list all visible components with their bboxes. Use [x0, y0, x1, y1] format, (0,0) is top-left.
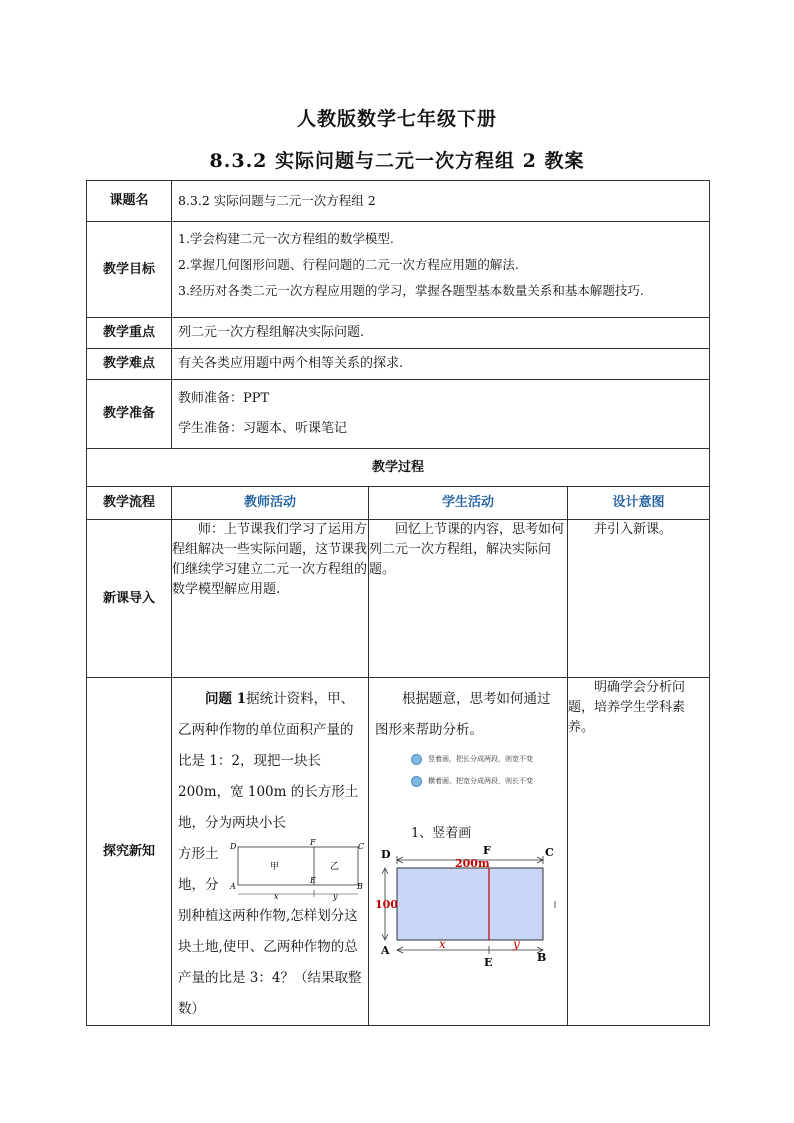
- row-topic: [87, 181, 710, 222]
- large-fig-x: x: [439, 937, 446, 951]
- explore-teacher: [172, 678, 369, 1026]
- bullet-icon: [411, 776, 422, 787]
- problem-side-text: 方形土: [178, 846, 219, 862]
- small-fig-label-e: E: [310, 876, 316, 885]
- row-key-point: [87, 318, 710, 349]
- key-label: 教学重点: [87, 318, 172, 349]
- problem-side-text: 地，分: [178, 877, 219, 893]
- goal-item: 1.学会构建二元一次方程组的数学模型.: [178, 231, 394, 246]
- small-fig-label-x: x: [274, 892, 279, 901]
- teacher-prep: 教师准备：PPT: [178, 391, 270, 406]
- problem-text-2: 别种植这两种作物,怎样划分这块土地,使甲、乙两种作物的总产量的比是 3：4？（结果取整数）: [178, 908, 362, 1017]
- small-fig-label-yi: 乙: [330, 862, 340, 872]
- problem-number: 问题 1: [205, 691, 247, 707]
- vertical-caption: 1、竖着画: [411, 826, 472, 841]
- lesson-plan-table: [86, 180, 710, 1026]
- small-fig-label-y: y: [333, 892, 338, 901]
- row-process-title: [87, 449, 710, 487]
- col-header-teacher: 教师活动: [172, 487, 369, 520]
- small-field-diagram: [230, 838, 365, 901]
- intro-label: 新课导入: [87, 520, 172, 678]
- col-header-intent: 设计意图: [568, 487, 710, 520]
- key-value: 列二元一次方程组解决实际问题.: [172, 318, 710, 349]
- large-fig-label-e: E: [484, 956, 493, 969]
- goal-item: 3.经历对各类二元一次方程应用题的学习，掌握各题型基本数量关系和基本解题技巧.: [178, 283, 644, 298]
- goal-item: 2.掌握几何图形问题、行程问题的二元一次方程应用题的解法.: [178, 257, 519, 272]
- problem-text-1: 据统计资料，甲、乙两种作物的单位面积产量的比是 1：2，现把一块长 200m，宽 100m 的长方形土地，分为两块小长: [178, 691, 359, 831]
- row-goals: [87, 222, 710, 318]
- topic-label: 课题名: [87, 181, 172, 222]
- explore-label: 探究新知: [87, 678, 172, 1026]
- process-title: 教学过程: [87, 449, 710, 487]
- prep-label: 教学准备: [87, 380, 172, 449]
- row-column-headers: [87, 487, 710, 520]
- intro-student: 回忆上节课的内容，思考如何列二元一次方程组，解决实际问题。: [369, 520, 568, 678]
- student-prep: 学生准备：习题本、听课笔记: [178, 421, 348, 436]
- large-fig-width: 100: [375, 898, 398, 911]
- small-fig-label-b: B: [357, 882, 363, 891]
- bullet-icon: [411, 754, 422, 765]
- large-fig-y: y: [513, 937, 520, 951]
- small-fig-label-f: F: [310, 838, 316, 847]
- row-explore: [87, 678, 710, 1026]
- option-horizontal: 横着画，把宽分成两段，则长不变: [411, 774, 561, 788]
- large-fig-label-d: D: [381, 848, 391, 861]
- small-fig-label-d: D: [230, 842, 237, 851]
- large-field-diagram: [375, 846, 560, 986]
- small-fig-label-a: A: [230, 882, 236, 891]
- large-fig-length: 200m: [455, 857, 490, 870]
- intro-intent: 并引入新课。: [568, 520, 710, 678]
- difficulty-value: 有关各类应用题中两个相等关系的探求.: [172, 349, 710, 380]
- small-fig-label-jia: 甲: [270, 862, 280, 872]
- row-difficulty: [87, 349, 710, 380]
- option-vertical: 竖着画，把长分成两段，则宽不变: [411, 752, 561, 766]
- large-fig-label-f: F: [483, 844, 491, 857]
- prep-value: [172, 380, 710, 449]
- row-intro: [87, 520, 710, 678]
- row-preparation: [87, 380, 710, 449]
- lesson-title: 8.3.2 实际问题与二元一次方程组 2 教案: [209, 150, 585, 172]
- document-title: 人教版数学七年级下册: [296, 108, 497, 130]
- large-fig-label-c: C: [545, 846, 554, 859]
- col-header-flow: 教学流程: [87, 487, 172, 520]
- col-header-student: 学生活动: [369, 487, 568, 520]
- difficulty-label: 教学难点: [87, 349, 172, 380]
- small-fig-label-c: C: [358, 842, 365, 851]
- large-fig-label-b: B: [537, 951, 547, 964]
- goals-list: [172, 222, 710, 318]
- explore-intent: 明确学会分析问题，培养学生学科素养。: [568, 678, 710, 1026]
- explore-student-text: 根据题意，思考如何通过图形来帮助分析。: [375, 691, 551, 738]
- intro-teacher: 师：上节课我们学习了运用方程组解决一些实际问题，这节课我们继续学习建立二元一次方程组的数学模型解应用题.: [172, 520, 369, 678]
- explore-student: [369, 678, 568, 1026]
- topic-value: 8.3.2 实际问题与二元一次方程组 2: [172, 181, 710, 222]
- large-fig-label-a: A: [381, 944, 390, 957]
- goals-label: 教学目标: [87, 222, 172, 318]
